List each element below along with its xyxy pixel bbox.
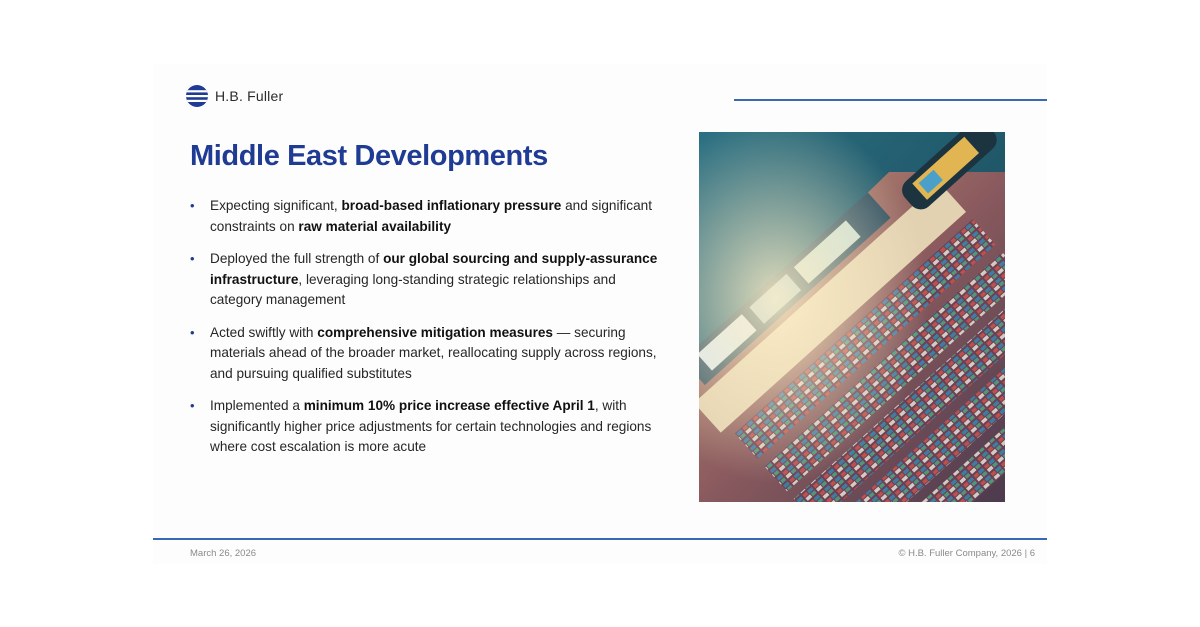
bullet-text-part: Expecting significant, (210, 198, 342, 213)
bullet-item (190, 196, 660, 237)
bullet-dot: • (190, 324, 195, 340)
bottom-divider (153, 538, 1047, 540)
port-aerial-photo-icon (699, 132, 1005, 502)
bullet-text-bold: broad-based inflationary pressure (341, 198, 562, 213)
bullet-text (210, 251, 657, 307)
bullet-text-part: — securing materials ahead of the broader market, reallocating supply across regions, and pursuing qualified substitutes (210, 324, 657, 381)
bullet-text-part: , with significantly higher price adjustments for certain technologies and regions where cost escalation is more acute (210, 398, 652, 454)
bullet-text-part: Deployed the full strength of (210, 251, 384, 266)
bullet-text-part: and significant constraints on (210, 198, 652, 234)
bullet-dot: • (190, 251, 195, 266)
bullet-item (190, 249, 660, 311)
bullet-item (190, 396, 660, 458)
bullet-text-bold: our global sourcing and supply-assurance infrastructure (210, 251, 658, 287)
port-aerial-photo (699, 132, 1005, 502)
bullet-text-bold: raw material availability (298, 218, 452, 234)
slide-title: Middle East Developments (190, 140, 548, 172)
footer-date: March 26, 2026 (190, 548, 257, 559)
bullet-text (210, 198, 652, 234)
slide (153, 64, 1047, 564)
footer-copyright: © H.B. Fuller Company, 2026 | 6 (898, 548, 1035, 559)
bullet-dot: • (190, 398, 195, 413)
logo-text: H.B. Fuller (215, 88, 284, 104)
bullet-item (190, 323, 660, 385)
bullet-text-bold: comprehensive mitigation measures (317, 324, 553, 340)
bullet-text (210, 325, 657, 381)
bullet-text-part: , leveraging long-standing strategic relationships and category management (210, 271, 616, 307)
bullet-list (190, 196, 660, 470)
hb-fuller-logo-icon (185, 84, 209, 108)
bullet-dot: • (190, 198, 195, 213)
bullet-text-bold: minimum 10% price increase effective April 1 (303, 398, 595, 413)
bullet-text (210, 398, 651, 454)
bullet-text-part: Acted swiftly with (210, 324, 318, 340)
bullet-text-part: Implemented a (210, 398, 304, 413)
company-logo (185, 84, 283, 108)
top-divider (734, 99, 1047, 101)
